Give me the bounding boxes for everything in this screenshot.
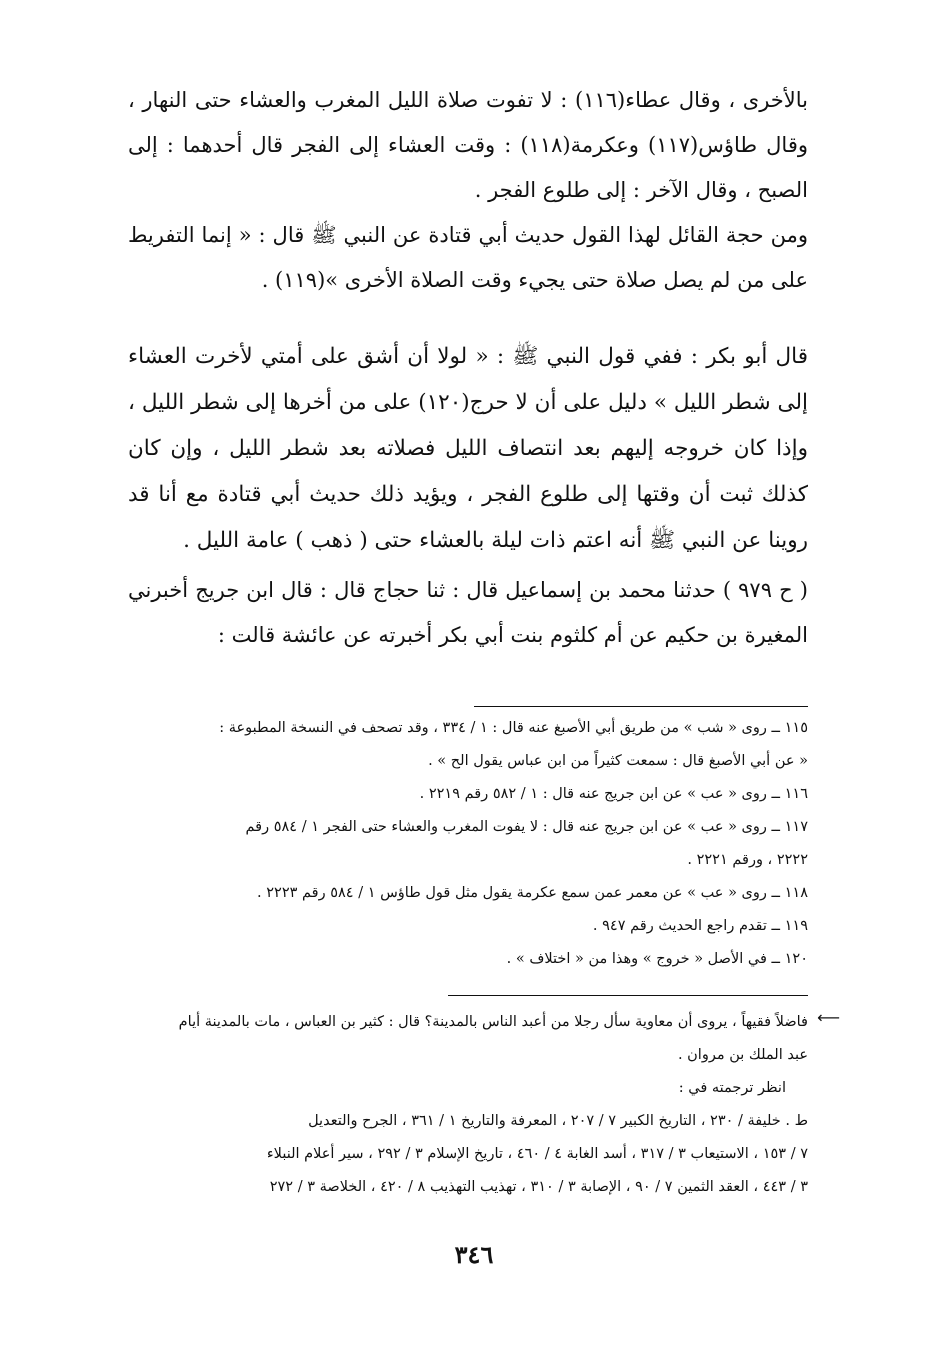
footnote-line: ٢٢٢٢ ، ورقم ٢٢٢١ .: [687, 852, 808, 868]
footnotes-block: [128, 712, 808, 976]
bio-line: ٣ / ٤٤٣ ، العقد الثمين ٧ / ٩٠ ، الإصابة ٣ / ٣١٠ ، تهذيب التهذيب ٨ / ٤٢٠ ، الخلاصة ٣ / ٢٧٢: [269, 1179, 808, 1195]
bio-line: فاضلاً فقيهاً ، يروى أن معاوية سأل رجلا من أعبد الناس بالمدينة؟ قال : كثير بن العباس ، مات بالمدينة أيام: [178, 1014, 808, 1030]
bio-line: عبد الملك بن مروان .: [677, 1047, 808, 1063]
bio-line: انظر ترجمته في :: [678, 1080, 786, 1096]
paragraph-text: قال أبو بكر : ففي قول النبي ﷺ : « لولا أن أشق على أمتي لأخرت العشاء إلى شطر الليل » دليل على أن لا حرج(١٢٠) على من أخرها إلى شطر الليل ، وإذا كان خروجه إليهم بعد انتصاف الليل فصلاته بعد شطر الليل ، وإن كان كذلك ثبت أن وقتها إلى طلوع الفجر ، ويؤيد ذلك حديث أبي قتادة مع أنا قد روينا عن النبي ﷺ أنه اعتم ذات ليلة بالعشاء حتى ( ذهب ) عامة الليل .: [128, 344, 808, 553]
biography-note-block: [128, 1006, 808, 1204]
footnote-line: ١١٧ ــ روى « عب » عن ابن جريج عنه قال : لا يفوت المغرب والعشاء حتى الفجر ١ / ٥٨٤ رقم: [245, 819, 808, 835]
footnote-line: ١١٨ ــ روى « عب » عن معمر عمن سمع عكرمة يقول مثل قول طاؤس ١ / ٥٨٤ رقم ٢٢٢٣ .: [257, 885, 808, 901]
bio-line: ط . خليفة / ٢٣٠ ، التاريخ الكبير ٧ / ٢٠٧ ، المعرفة والتاريخ ١ / ٣٦١ ، الجرح والتعديل: [308, 1113, 808, 1129]
footnote-line: ١٢٠ ــ في الأصل « خروج » وهذا من « اختلاف » .: [506, 951, 808, 967]
main-paragraph-1: [128, 78, 808, 213]
footnote-line: ١١٥ ــ روى « شب » من طريق أبي الأصبغ عنه قال : ١ / ٣٣٤ ، وقد تصحف في النسخة المطبوعة :: [219, 720, 808, 736]
paragraph-text: ( ح ٩٧٩ ) حدثنا محمد بن إسماعيل قال : ثنا حجاج قال : قال ابن جريج أخبرني المغيرة بن حكيم عن أم كلثوم بنت أبي بكر أخبرته عن عائشة قالت :: [128, 578, 808, 647]
paragraph-text: ومن حجة القائل لهذا القول حديث أبي قتادة عن النبي ﷺ قال : « إنما التفريط على من لم يصل صلاة حتى يجيء وقت الصلاة الأخرى »(١١٩) .: [128, 223, 808, 292]
continuation-arrow-icon: ⟵: [817, 1008, 840, 1027]
biography-divider: [448, 995, 808, 996]
page-number: ٣٤٦: [454, 1240, 494, 1269]
bio-line: ٧ / ١٥٣ ، الاستيعاب ٣ / ٣١٧ ، أسد الغابة ٤ / ٤٦٠ ، تاريخ الإسلام ٣ / ٢٩٢ ، سير أعلام النبلاء: [266, 1146, 808, 1162]
main-paragraph-3: [128, 334, 808, 564]
footnote-line: « عن أبي الأصبغ قال : سمعت كثيراً من ابن عباس يقول الح » .: [428, 753, 808, 769]
hadith-paragraph: [128, 568, 808, 658]
footnote-divider: [474, 706, 808, 707]
footnote-line: ١١٩ ــ تقدم راجع الحديث رقم ٩٤٧ .: [592, 918, 808, 934]
paragraph-text: بالأخرى ، وقال عطاء(١١٦) : لا تفوت صلاة الليل المغرب والعشاء حتى النهار ، وقال طاؤس(١١٧) وعكرمة(١١٨) : وقت العشاء إلى الفجر قال أحدهما : إلى الصبح ، وقال الآخر : إلى طلوع الفجر .: [128, 88, 809, 202]
main-paragraph-2: [128, 213, 808, 303]
footnote-line: ١١٦ ــ روى « عب » عن ابن جريج عنه قال : ١ / ٥٨٢ رقم ٢٢١٩ .: [419, 786, 808, 802]
